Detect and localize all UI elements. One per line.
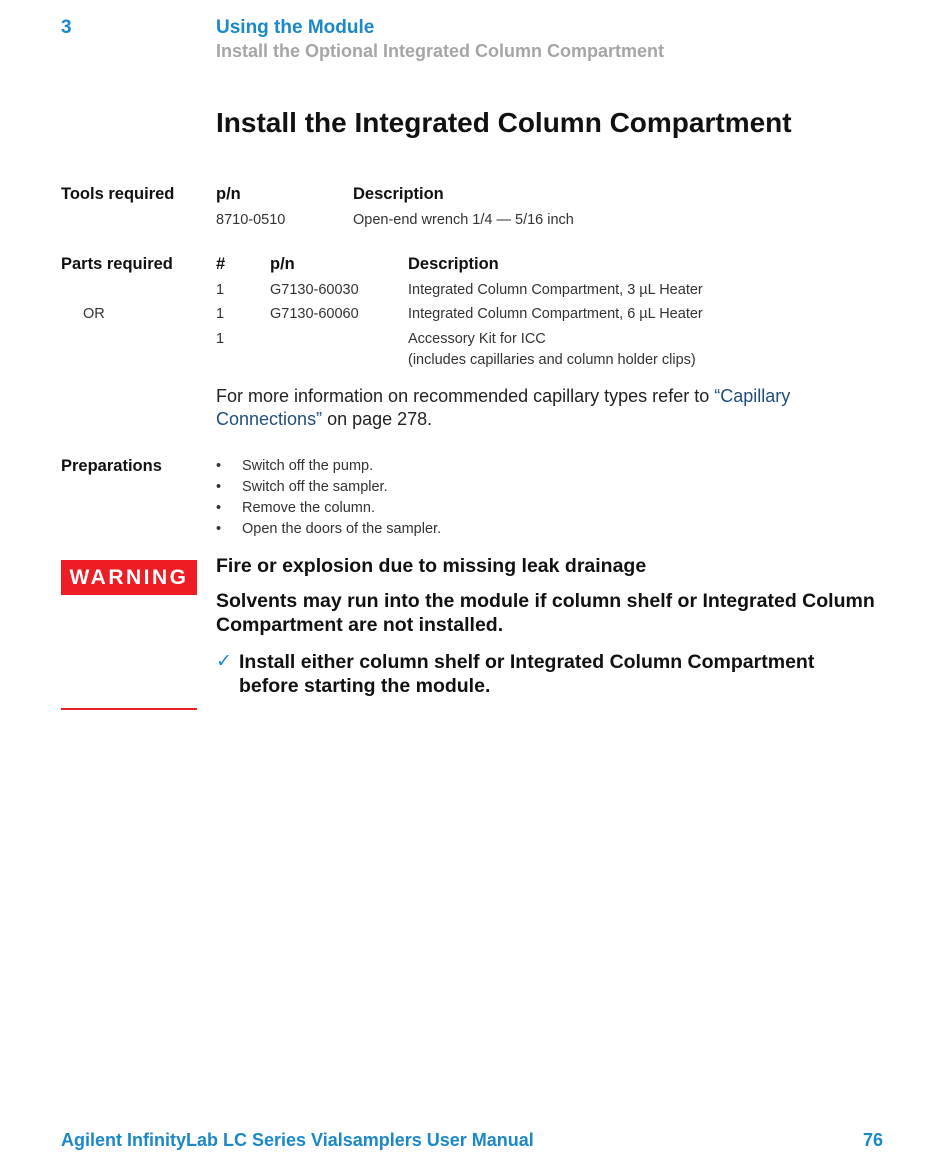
capillary-connections-link[interactable]: “Capillary Connections” (216, 386, 791, 429)
page-title: Install the Integrated Column Compartment (216, 107, 792, 138)
info-text-after: on page 278. (322, 409, 433, 429)
footer-page-number: 76 (863, 1130, 884, 1150)
bullet: • (216, 458, 222, 474)
chapter-number: 3 (61, 17, 72, 38)
warning-text: Solvents may run into the module if column shelf or Integrated Column Compartment are not installed. (216, 590, 875, 636)
info-text-before: For more information on recommended capillary types refer to (216, 386, 715, 406)
parts-row-num: 1 (216, 282, 225, 298)
list-item (216, 477, 441, 498)
list-item-text: Switch off the pump. (242, 458, 374, 474)
bullet: • (216, 500, 222, 516)
parts-row-desc: Integrated Column Compartment, 6 µL Heater (408, 306, 703, 322)
parts-row-desc: Integrated Column Compartment, 3 µL Heater (408, 282, 703, 298)
capillary-info-paragraph (216, 385, 856, 431)
tools-row-pn: 8710-0510 (216, 212, 286, 228)
parts-row-num: 1 (216, 331, 225, 347)
preparations-label: Preparations (61, 457, 162, 475)
list-item-text: Switch off the sampler. (242, 479, 388, 495)
parts-row-num: 1 (216, 306, 225, 322)
tools-row-desc: Open-end wrench 1/4 — 5/16 inch (353, 212, 574, 228)
checkmark-icon: ✓ (216, 651, 232, 672)
parts-required-label: Parts required (61, 255, 173, 273)
parts-row-or-label: OR (83, 306, 105, 322)
tools-col-pn-header: p/n (216, 185, 241, 203)
warning-title: Fire or explosion due to missing leak drainage (216, 555, 647, 577)
list-item (216, 519, 441, 540)
section-title: Install the Optional Integrated Column Compartment (216, 41, 665, 61)
parts-col-desc-header: Description (408, 255, 499, 273)
tools-col-desc-header: Description (353, 185, 444, 203)
parts-row-desc: Accessory Kit for ICC (408, 331, 546, 347)
bullet: • (216, 479, 222, 495)
warning-divider (61, 708, 197, 710)
list-item-text: Open the doors of the sampler. (242, 521, 442, 537)
preparations-list (216, 456, 441, 540)
bullet: • (216, 521, 222, 537)
parts-col-pn-header: p/n (270, 255, 295, 273)
parts-row-pn: G7130-60060 (270, 306, 359, 322)
footer-manual-title: Agilent InfinityLab LC Series Vialsamplers User Manual (61, 1130, 534, 1150)
list-item (216, 456, 441, 477)
list-item (216, 498, 441, 519)
parts-col-num-header: # (216, 255, 226, 273)
list-item-text: Remove the column. (242, 500, 375, 516)
parts-row-pn: G7130-60030 (270, 282, 359, 298)
warning-action: Install either column shelf or Integrated Column Compartment before starting the module. (239, 651, 815, 697)
warning-badge: WARNING (61, 560, 197, 595)
parts-row-desc-note: (includes capillaries and column holder clips) (408, 352, 696, 368)
chapter-title: Using the Module (216, 17, 375, 38)
tools-required-label: Tools required (61, 185, 175, 203)
